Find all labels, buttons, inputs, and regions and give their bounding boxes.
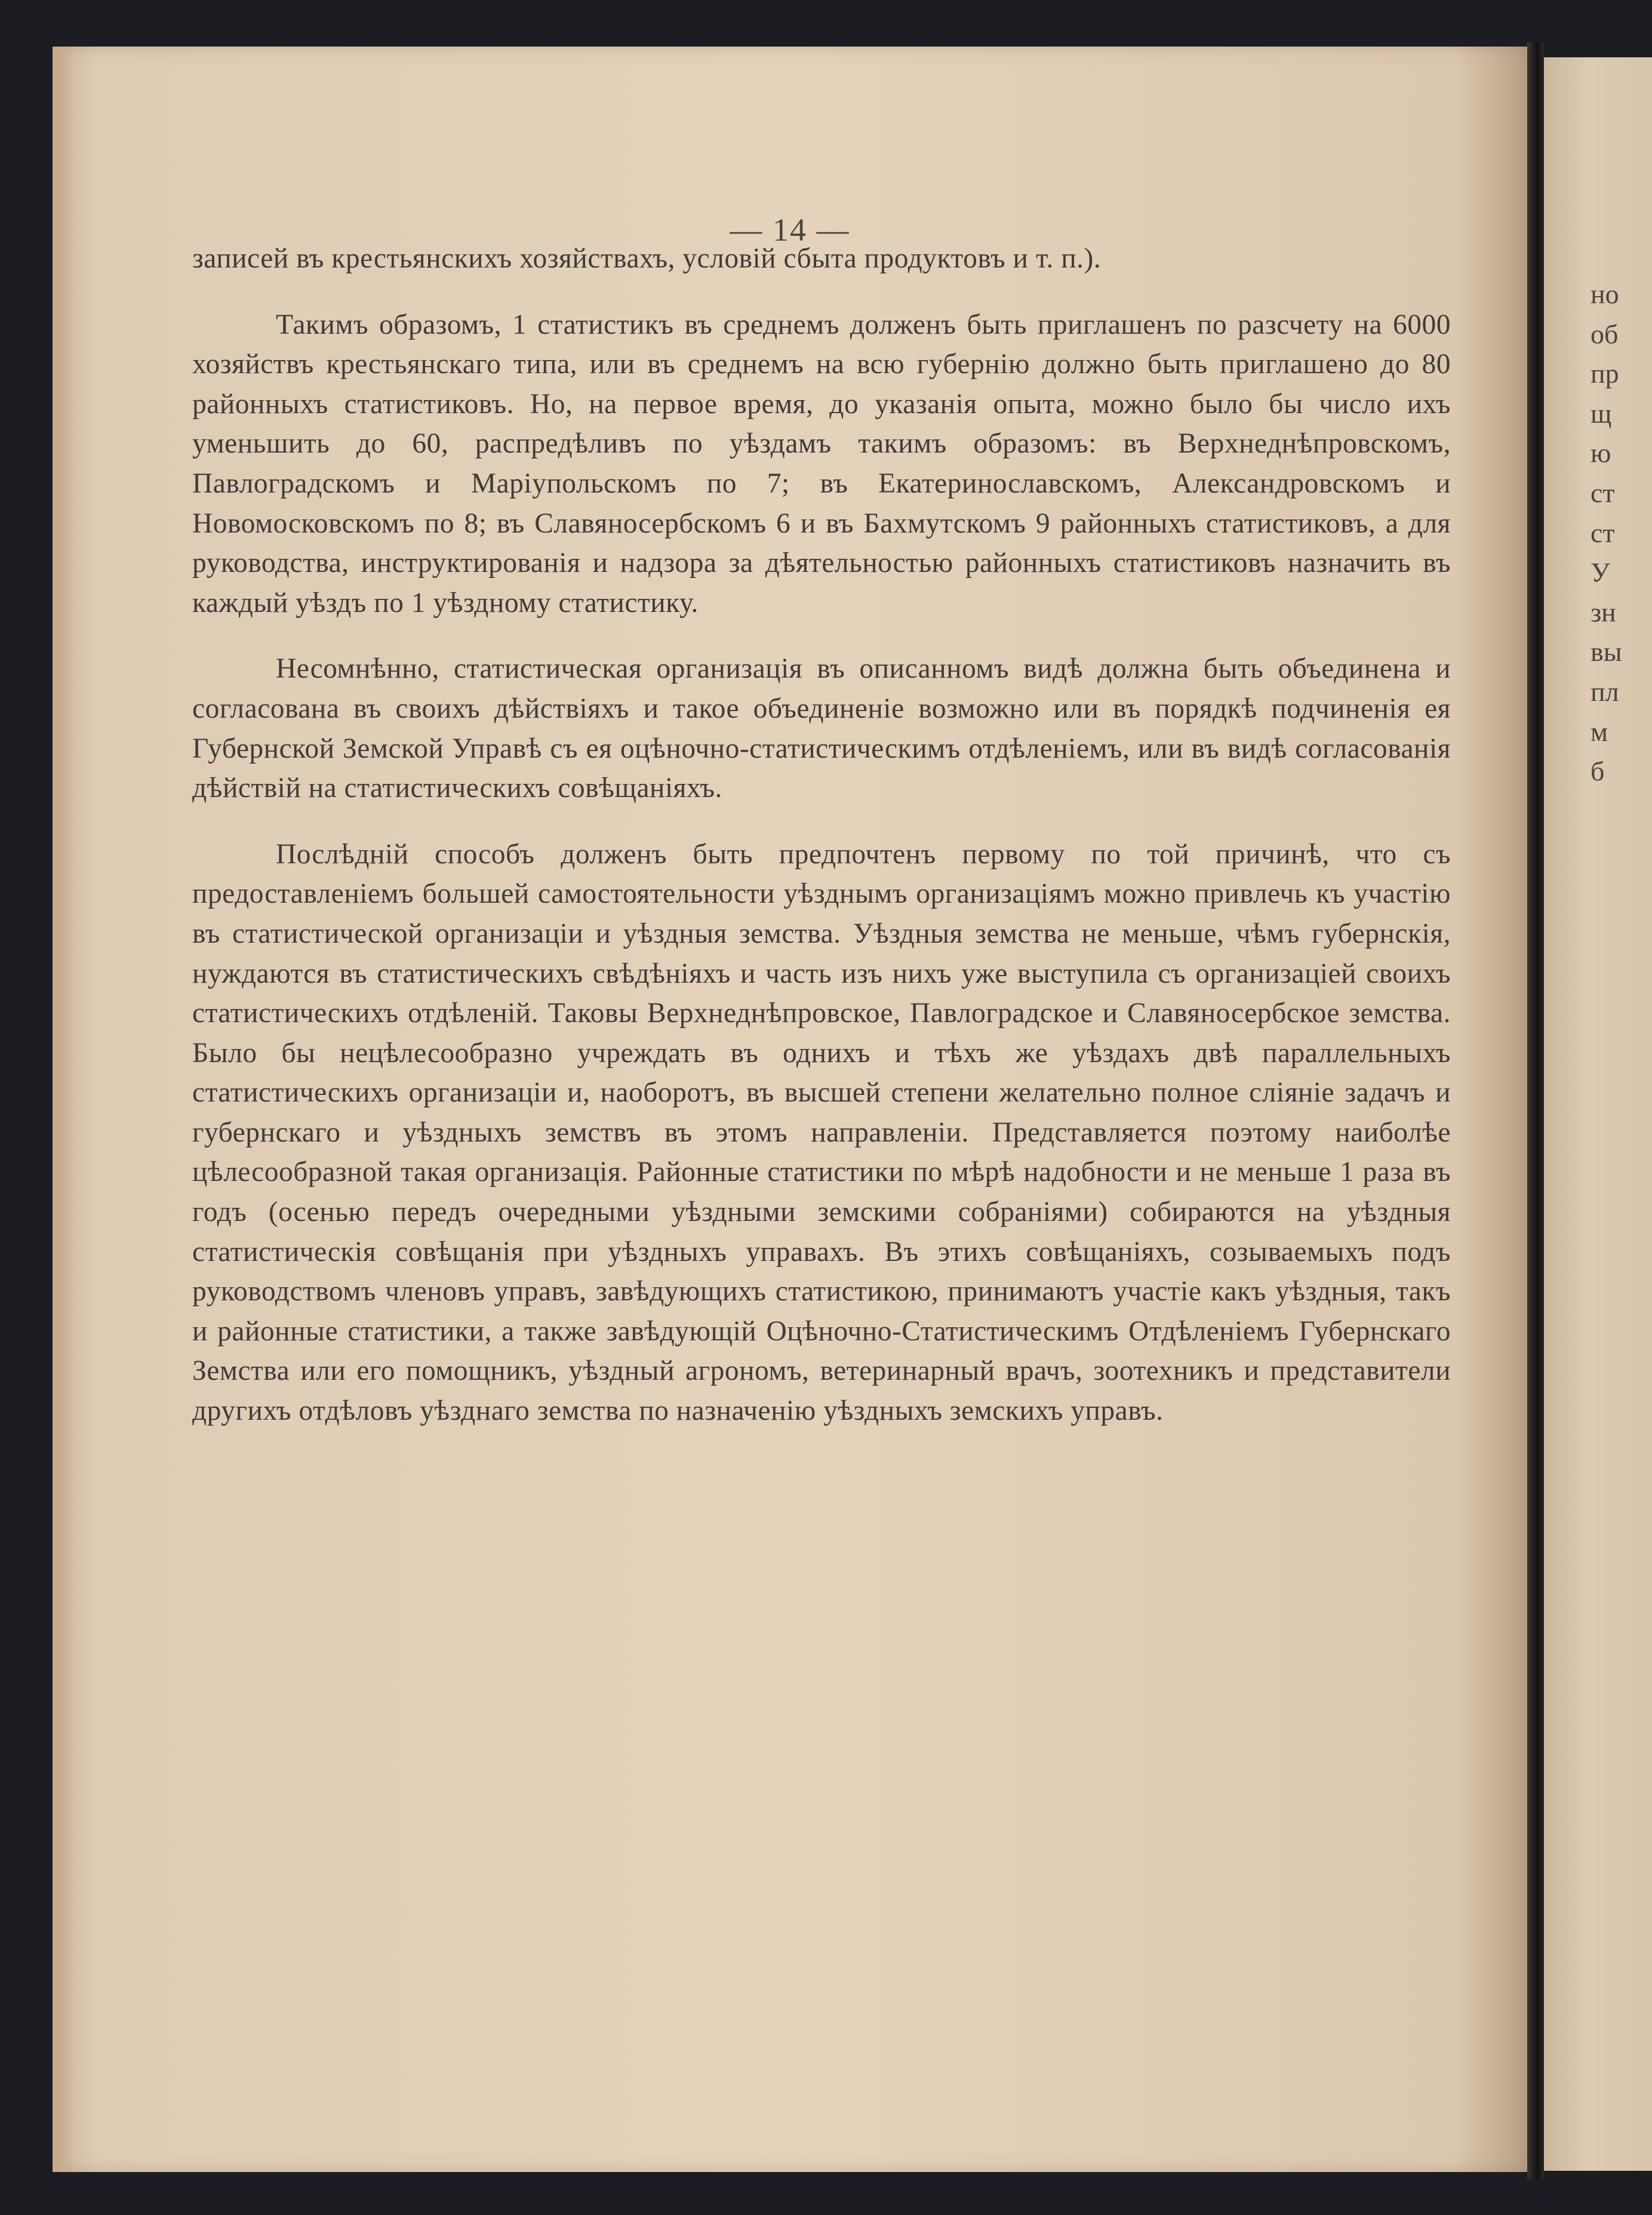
facing-fragment: ю <box>1591 438 1611 469</box>
facing-fragment: м <box>1591 716 1608 747</box>
facing-fragment: У <box>1591 557 1610 588</box>
facing-fragment: но <box>1591 279 1619 309</box>
book-gutter <box>1527 42 1544 2179</box>
facing-fragment: пл <box>1591 676 1619 707</box>
facing-page-text-fragments <box>1591 275 1652 792</box>
facing-fragment: об <box>1591 318 1619 349</box>
facing-fragment: щ <box>1591 398 1612 429</box>
facing-fragment: зн <box>1591 596 1616 627</box>
page-number: — 14 — <box>730 212 850 248</box>
paragraph-statisticians-count: Такимъ образомъ, 1 статистикъ въ среднемъ долженъ быть приглашенъ по разсчету на 6000 хозяйствъ крестьянскаго типа, или въ среднемъ на всю губернію должно быть приглашено до 80 районныхъ статистиковъ. Но, на первое время, до указанія опыта, можно было бы число ихъ уменьшить до 60, распредѣливъ по уѣздамъ такимъ образомъ: въ Верхнеднѣпровскомъ, Павлоградскомъ и Маріупольскомъ по 7; въ Екатеринославскомъ, Александровскомъ и Новомосковскомъ по 8; въ Славяносербскомъ 6 и въ Бахмутскомъ 9 районныхъ статистиковъ, а для руководства, инструктированія и надзора за дѣятельностью районныхъ статистиковъ назначить въ каждый уѣздъ по 1 уѣздному статистику. <box>192 309 1451 619</box>
facing-fragment: ст <box>1591 517 1615 548</box>
body-text <box>192 239 1451 1457</box>
facing-fragment: пр <box>1591 358 1619 389</box>
paragraph-continuation: записей въ крестьянскихъ хозяйствахъ, условій сбыта продуктовъ и т. п.). <box>192 243 1102 274</box>
paragraph-organization-unification: Несомнѣнно, статистическая организація въ описанномъ видѣ должна быть объединена и согласована въ своихъ дѣйствіяхъ и такое объединеніе возможно или въ порядкѣ подчиненія ея Губернской Земской Управѣ съ ея оцѣночно-статистическимъ отдѣленіемъ, или въ видѣ согласованія дѣйствій на статистическихъ совѣщаніяхъ. <box>192 653 1451 804</box>
facing-fragment: б <box>1591 756 1605 787</box>
facing-fragment: вы <box>1591 636 1622 667</box>
facing-fragment: ст <box>1591 477 1615 508</box>
paragraph-preferred-method: Послѣдній способъ долженъ быть предпочтенъ первому по той причинѣ, что съ предоставленіемъ большей самостоятельности уѣзднымъ организаціямъ можно привлечь къ участію въ статистической организаціи и уѣздныя земства. Уѣздныя земства не меньше, чѣмъ губернскія, нуждаются въ статистическихъ свѣдѣніяхъ и часть изъ нихъ уже выступила съ организаціей своихъ статистическихъ отдѣленій. Таковы Верхнеднѣпровское, Павлоградское и Славяносербское земства. Было бы нецѣлесообразно учреждать въ однихъ и тѣхъ же уѣздахъ двѣ параллельныхъ статистическихъ организаціи и, наоборотъ, въ высшей степени желательно полное сліяніе задачъ и губернскаго и уѣздныхъ земствъ въ этомъ направленіи. Представляется поэтому наиболѣе цѣлесообразной такая организація. Районные статистики по мѣрѣ надобности и не меньше 1 раза въ годъ (осенью передъ очередными уѣздными земскими собраніями) собираются на уѣздныя статистическія совѣщанія при уѣздныхъ управахъ. Въ этихъ совѣщаніяхъ, созываемыхъ подъ руководствомъ членовъ управъ, завѣдующихъ статистикою, принимаютъ участіе какъ уѣздныя, такъ и районные статистики, а также завѣдующій Оцѣночно-Статистическимъ Отдѣленіемъ Губернскаго Земства или его помощникъ, уѣздный агрономъ, ветеринарный врачъ, зоотехникъ и представители другихъ отдѣловъ уѣзднаго земства по назначенію уѣздныхъ земскихъ управъ. <box>192 838 1451 1427</box>
